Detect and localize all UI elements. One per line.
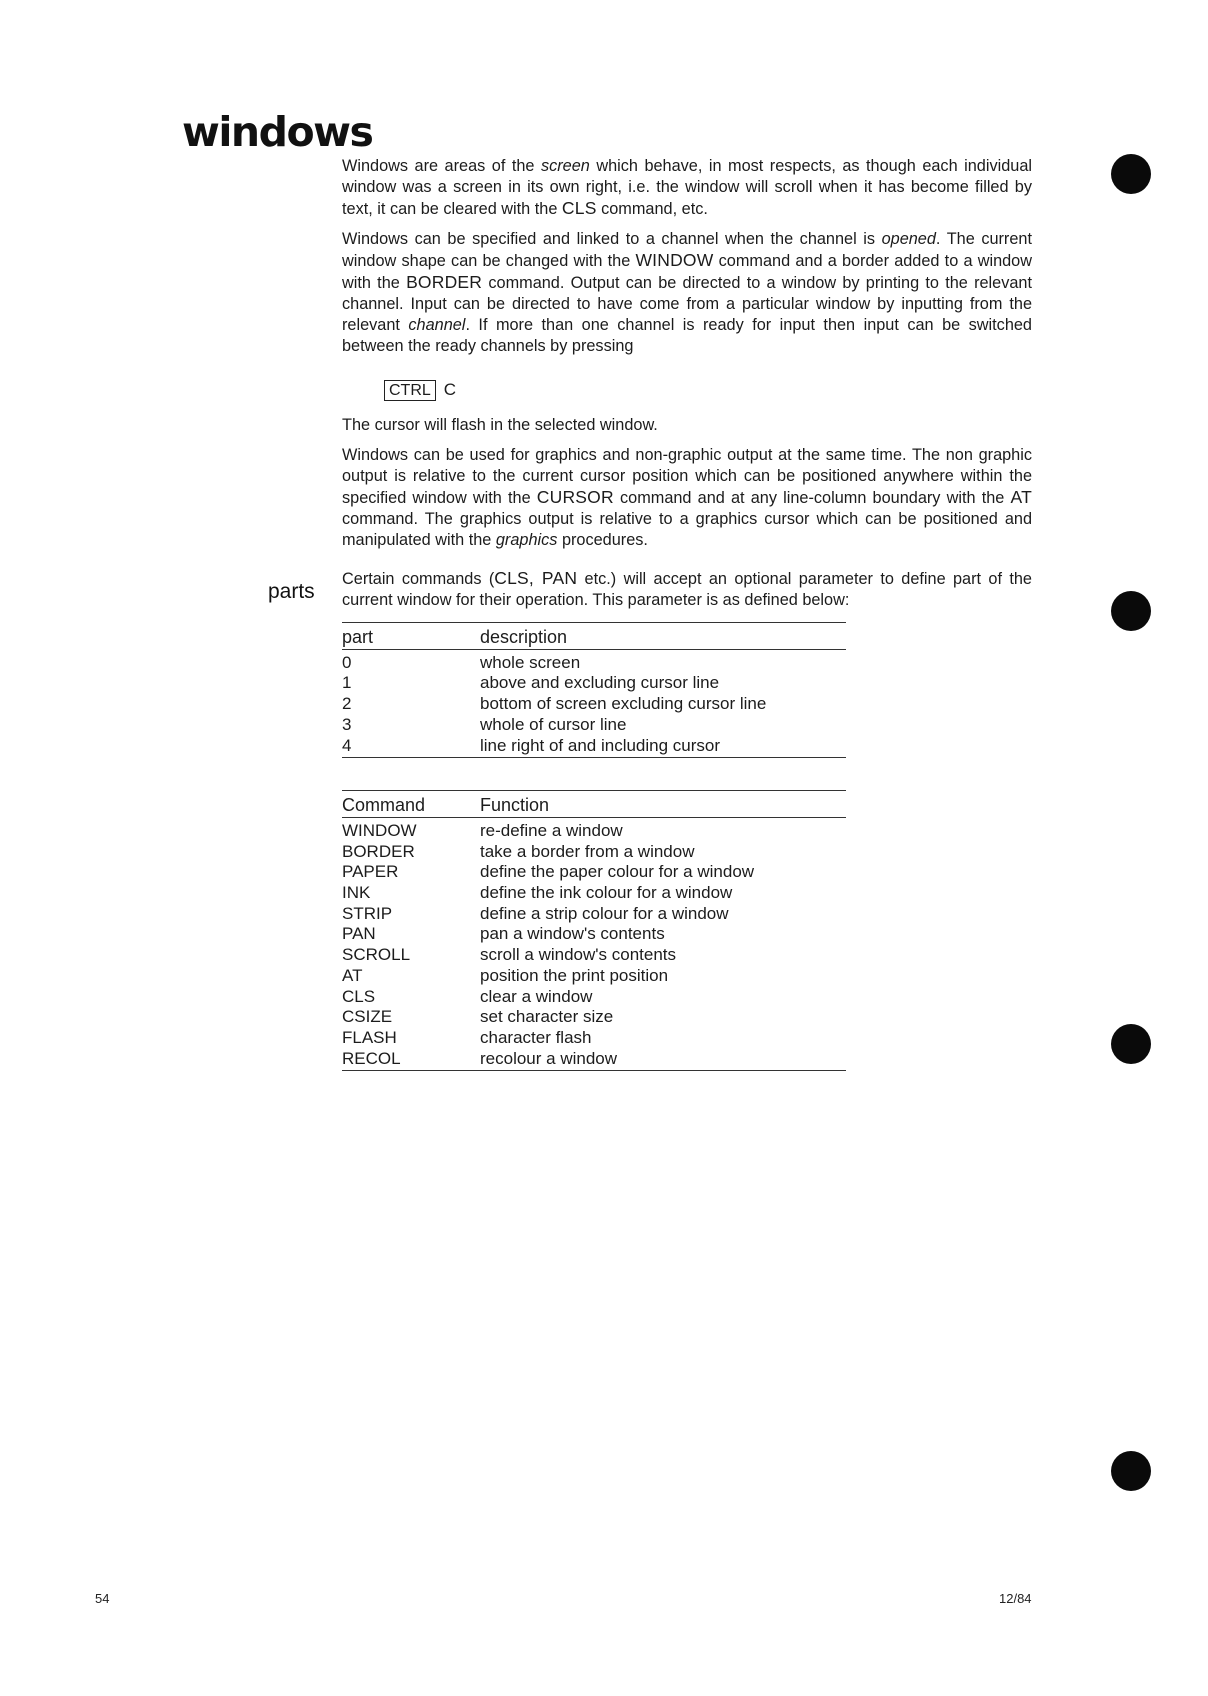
parts-table [342, 622, 846, 758]
paragraph-channels: Windows can be specified and linked to a channel when the channel is opened. The current window shape can be changed with the WINDOW command and a border added to a window with the BORDER command. Output can be directed to a window by printing to the relevant channel. Input can be directed to have come from a particular window by inputting from the relevant channel. If more than one channel is ready for input then input can be switched between the ready channels by pressing [342, 230, 1032, 355]
table-row: SCROLL scroll a window's contents [342, 945, 676, 965]
binder-hole-icon [1111, 1024, 1151, 1064]
table-row: INK define the ink colour for a window [342, 883, 733, 903]
binder-hole-icon [1111, 154, 1151, 194]
paragraph-intro: Windows are areas of the screen which behave, in most respects, as though each individual window was a screen in its own right, i.e. the window will scroll when it has become filled by text, it can be cleared with the CLS command, etc. [342, 157, 1032, 218]
table-row: RECOL recolour a window [342, 1048, 618, 1068]
table-row: 2 bottom of screen excluding cursor line [342, 694, 767, 714]
c-key: C [443, 380, 457, 399]
table-row: BORDER take a border from a window [342, 841, 695, 861]
binder-hole-icon [1111, 1451, 1151, 1491]
table-row: 0 whole screen [342, 652, 581, 672]
table-row: WINDOW re-define a window [342, 820, 623, 840]
section-label-parts: parts [268, 580, 315, 603]
page-number: 54 [95, 1591, 110, 1606]
table-row: CSIZE set character size [342, 1007, 614, 1027]
main-content [342, 156, 1032, 1071]
page-date: 12/84 [999, 1591, 1032, 1606]
paragraph-cursor-flash: The cursor will flash in the selected window. [342, 416, 658, 434]
paragraph-graphics: Windows can be used for graphics and non-graphic output at the same time. The non graphic output is relative to the current cursor position which can be positioned anywhere within the specified window with the CURSOR command and at any line-column boundary with the AT command. The graphics output is relative to a graphics cursor which can be positioned and manipulated with the graphics procedures. [342, 446, 1032, 549]
table-row: PAN pan a window's contents [342, 924, 665, 944]
parts-header-part: part [342, 623, 480, 650]
commands-table [342, 790, 846, 1071]
commands-header-function: Function [480, 791, 846, 818]
table-row: PAPER define the paper colour for a window [342, 862, 755, 882]
table-row: AT position the print position [342, 965, 669, 985]
table-row: 1 above and excluding cursor line [342, 673, 720, 693]
binder-hole-icon [1111, 591, 1151, 631]
table-row: 4 line right of and including cursor [342, 735, 721, 755]
parts-header-description: description [480, 623, 846, 650]
commands-header-command: Command [342, 791, 480, 818]
key-combination [384, 379, 1032, 401]
paragraph-parts: Certain commands (CLS, PAN etc.) will accept an optional parameter to define part of the current window for their operation. This parameter is as defined below: [342, 568, 1032, 609]
page-title: windows [182, 108, 373, 156]
table-row: CLS clear a window [342, 986, 593, 1006]
table-row: STRIP define a strip colour for a window [342, 903, 729, 923]
ctrl-key: CTRL [384, 380, 436, 401]
table-row: FLASH character flash [342, 1027, 592, 1047]
table-row: 3 whole of cursor line [342, 714, 627, 734]
